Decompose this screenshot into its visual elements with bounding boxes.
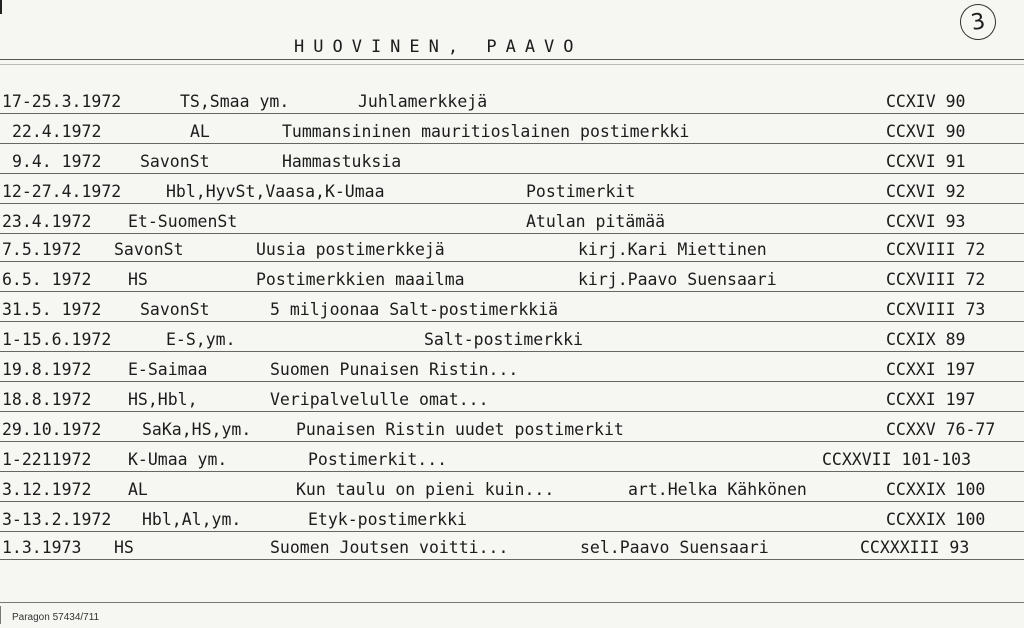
- row-rule: [0, 531, 1024, 532]
- entry-row: [0, 238, 1024, 262]
- entry-source: SaKa,HS,ym.: [142, 420, 252, 439]
- entry-source: AL: [128, 480, 148, 499]
- entry-row: [0, 210, 1024, 234]
- entry-title: Kun taulu on pieni kuin...: [296, 480, 555, 499]
- entry-date: 9.4. 1972: [12, 152, 102, 171]
- entry-author: kirj.Kari Miettinen: [578, 240, 767, 259]
- entry-date: 1-2211972: [2, 450, 92, 469]
- header-rule: [0, 59, 1024, 60]
- entry-source: HS: [128, 270, 148, 289]
- entry-row: [0, 268, 1024, 292]
- entry-ref: CCXIV 90: [886, 92, 966, 111]
- card-number-stamp: 3: [957, 1, 999, 43]
- entry-row: [0, 478, 1024, 502]
- entry-title: Suomen Joutsen voitti...: [270, 538, 509, 557]
- row-rule: [0, 471, 1024, 472]
- entry-title: Punaisen Ristin uudet postimerkit: [296, 420, 624, 439]
- entry-date: 29.10.1972: [2, 420, 102, 439]
- entry-date: 31.5. 1972: [2, 300, 102, 319]
- footer-rule: [0, 602, 1024, 603]
- entry-date: 17-25.3.1972: [2, 92, 122, 111]
- entry-ref: CCXVI 90: [886, 122, 966, 141]
- entry-ref: CCXIX 89: [886, 330, 966, 349]
- entry-ref: CCXXXIII 93: [860, 538, 970, 557]
- entry-author: art.Helka Kähkönen: [628, 480, 807, 499]
- entry-ref: CCXXI 197: [886, 390, 976, 409]
- entry-ref: CCXXI 197: [886, 360, 976, 379]
- entry-ref: CCXXIX 100: [886, 510, 986, 529]
- entry-row: [0, 536, 1024, 560]
- row-rule: [0, 173, 1024, 174]
- row-rule: [0, 291, 1024, 292]
- entry-source: SavonSt: [140, 152, 210, 171]
- entry-title: Postimerkit...: [308, 450, 448, 469]
- header-rule-secondary: [0, 64, 1024, 65]
- row-rule: [0, 381, 1024, 382]
- entry-row: [0, 508, 1024, 532]
- entry-source: Hbl,Al,ym.: [142, 510, 242, 529]
- entry-author: sel.Paavo Suensaari: [580, 538, 769, 557]
- card-title: HUOVINEN, PAAVO: [294, 37, 583, 57]
- entry-title: Veripalvelulle omat...: [270, 390, 489, 409]
- entry-source: E-S,ym.: [166, 330, 236, 349]
- entry-row: [0, 358, 1024, 382]
- entry-title: Atulan pitämää: [526, 212, 666, 231]
- entry-row: [0, 418, 1024, 442]
- entry-date: 22.4.1972: [12, 122, 102, 141]
- row-rule: [0, 233, 1024, 234]
- footer-mark: [0, 606, 1, 624]
- entry-title: Etyk-postimerkki: [308, 510, 467, 529]
- entry-title: Postimerkkien maailma: [256, 270, 465, 289]
- entry-author: kirj.Paavo Suensaari: [578, 270, 777, 289]
- margin-tick: [0, 0, 2, 14]
- entry-title: Suomen Punaisen Ristin...: [270, 360, 519, 379]
- entry-source: E-Saimaa: [128, 360, 208, 379]
- entry-source: SavonSt: [114, 240, 184, 259]
- entry-ref: CCXVI 93: [886, 212, 966, 231]
- row-rule: [0, 501, 1024, 502]
- entry-date: 12-27.4.1972: [2, 182, 122, 201]
- entry-date: 6.5. 1972: [2, 270, 92, 289]
- row-rule: [0, 559, 1024, 560]
- entry-title: Postimerkit: [526, 182, 636, 201]
- entry-row: [0, 448, 1024, 472]
- entry-title: 5 miljoonaa Salt-postimerkkiä: [270, 300, 559, 319]
- entry-title: Tummansininen mauritioslainen postimerkki: [282, 122, 690, 141]
- footer-print: Paragon 57434/711: [12, 612, 100, 623]
- entry-source: SavonSt: [140, 300, 210, 319]
- entry-date: 3.12.1972: [2, 480, 92, 499]
- entry-row: [0, 90, 1024, 114]
- entry-date: 1.3.1973: [2, 538, 82, 557]
- entry-title: Hammastuksia: [282, 152, 402, 171]
- row-rule: [0, 261, 1024, 262]
- entry-row: [0, 120, 1024, 144]
- entry-row: [0, 180, 1024, 204]
- entry-source: Et-SuomenSt: [128, 212, 238, 231]
- entry-ref: CCXXIX 100: [886, 480, 986, 499]
- entry-row: [0, 388, 1024, 412]
- row-rule: [0, 411, 1024, 412]
- row-rule: [0, 203, 1024, 204]
- entry-source: HS: [114, 538, 134, 557]
- entry-title: Salt-postimerkki: [424, 330, 583, 349]
- entry-title: Uusia postimerkkejä: [256, 240, 445, 259]
- entry-ref: CCXVI 91: [886, 152, 966, 171]
- entry-date: 19.8.1972: [2, 360, 92, 379]
- entry-date: 18.8.1972: [2, 390, 92, 409]
- entry-ref: CCXVI 92: [886, 182, 966, 201]
- entry-source: HS,Hbl,: [128, 390, 198, 409]
- entry-ref: CCXXV 76-77: [886, 420, 996, 439]
- entry-row: [0, 150, 1024, 174]
- entry-ref: CCXVIII 72: [886, 270, 986, 289]
- row-rule: [0, 113, 1024, 114]
- entry-source: Hbl,HyvSt,Vaasa,K-Umaa: [166, 182, 385, 201]
- entry-date: 3-13.2.1972: [2, 510, 112, 529]
- row-rule: [0, 321, 1024, 322]
- entry-source: K-Umaa ym.: [128, 450, 228, 469]
- entry-source: TS,Smaa ym.: [180, 92, 290, 111]
- entry-source: AL: [190, 122, 210, 141]
- entry-ref: CCXVIII 72: [886, 240, 986, 259]
- entry-date: 7.5.1972: [2, 240, 82, 259]
- entry-date: 1-15.6.1972: [2, 330, 112, 349]
- entry-row: [0, 298, 1024, 322]
- row-rule: [0, 143, 1024, 144]
- entry-row: [0, 328, 1024, 352]
- entry-ref: CCXXVII 101-103: [822, 450, 972, 469]
- entry-date: 23.4.1972: [2, 212, 92, 231]
- entry-title: Juhlamerkkejä: [358, 92, 488, 111]
- row-rule: [0, 351, 1024, 352]
- row-rule: [0, 441, 1024, 442]
- entry-ref: CCXVIII 73: [886, 300, 986, 319]
